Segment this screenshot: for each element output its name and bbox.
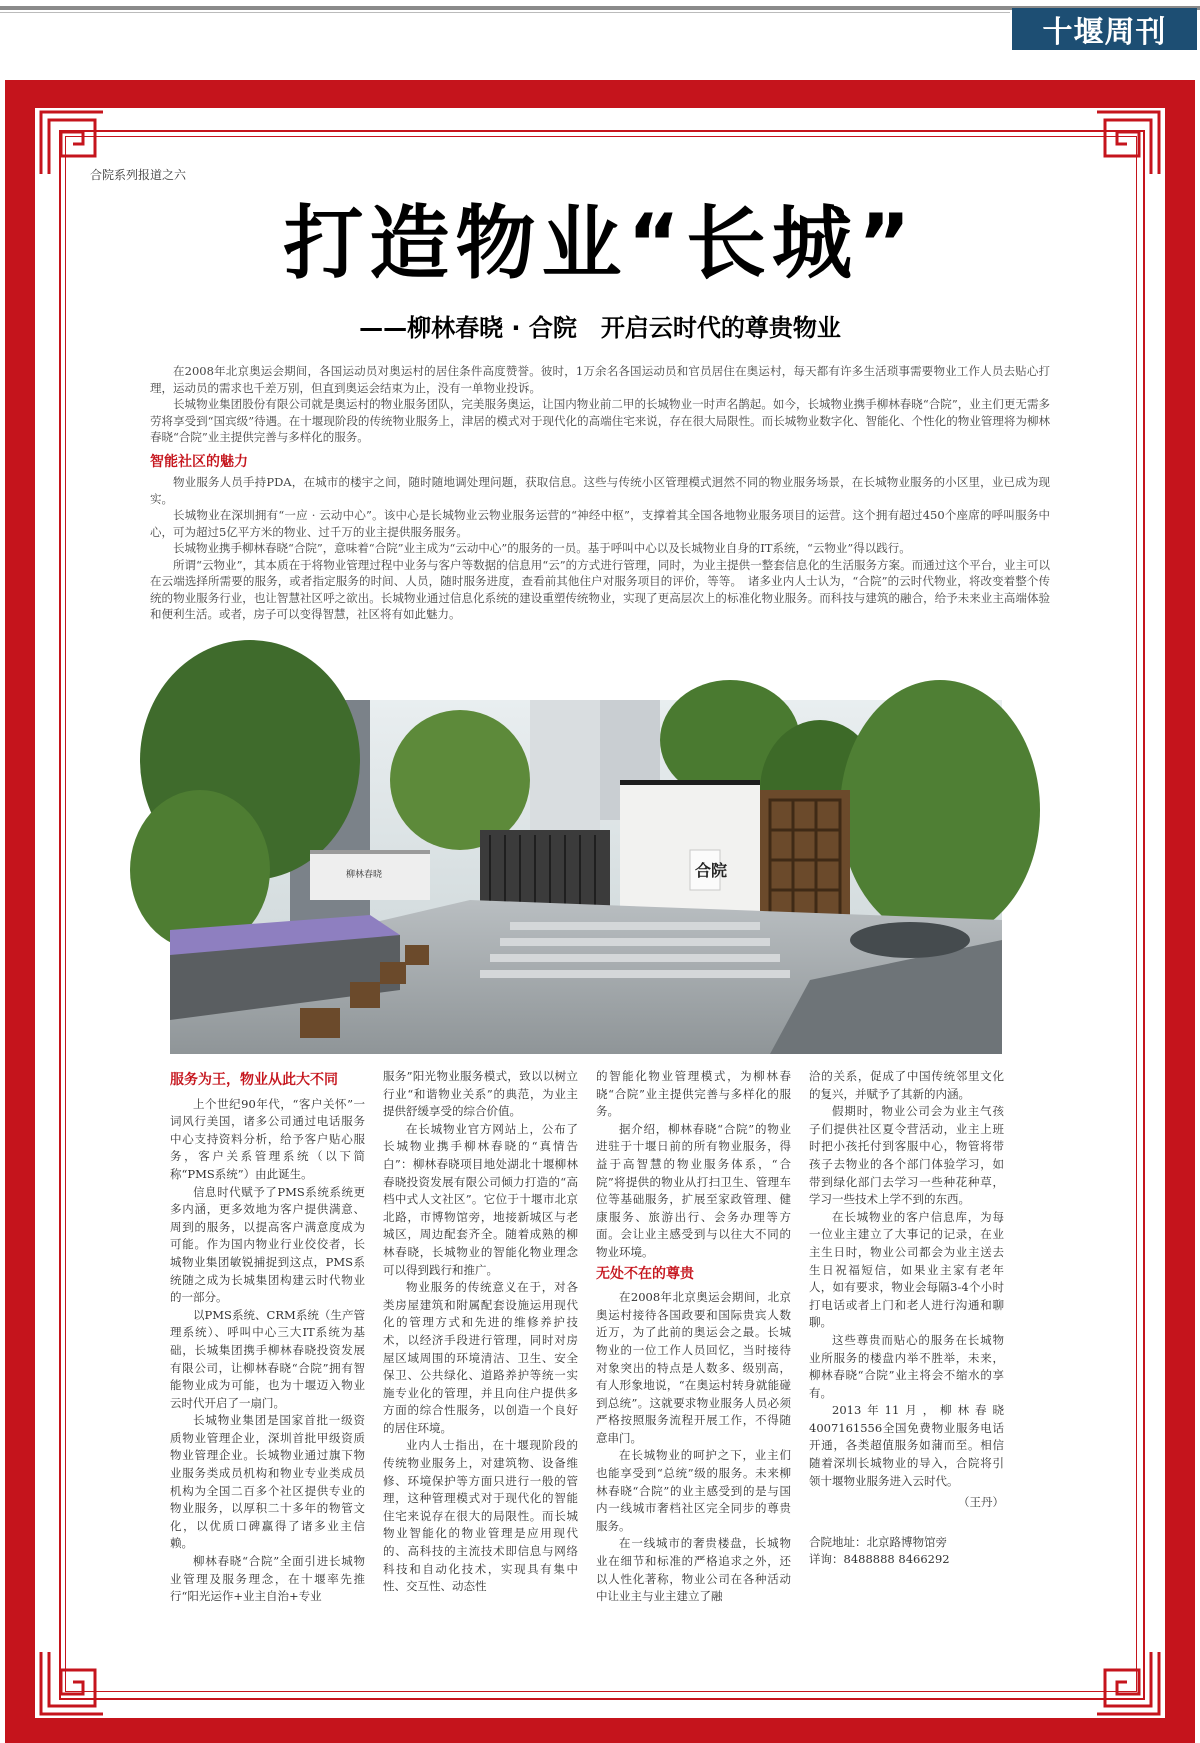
body-paragraph: 在长城物业官方网站上，公布了长城物业携手柳林春晓的“真情告白”：柳林春晓项目地处湖北十堰柳林春晓投资发展有限公司倾力打造的“高档中式人文社区”。它位于十堰市北京北路，市博物馆旁，地接新城区与老城区，周边配套齐全。随着成熟的柳林春晓，长城物业的智能化物业理念可以得到践行和推广。 (383, 1121, 578, 1277)
lead-paragraph: 在2008年北京奥运会期间，各国运动员对奥运村的居住条件高度赞誉。彼时，1万余名各国运动员和官员居住在奥运村，每天都有许多生活琐事需要物业工作人员去贴心打理，运动员的需求也千差万别，但直到奥运会结束为止，没有一单物业投诉。 (150, 364, 1050, 395)
body-paragraph: 的智能化物业管理模式，为柳林春晓“合院”业主提供完善与多样化的服务。 (596, 1069, 791, 1119)
body-paragraph: 业内人士指出，在十堰现阶段的传统物业服务上，对建筑物、设备维修、环境保护等方面只进行一般的管理，这种管理模式对于现代化的智能住宅来说存在很大的局限性。而长城物业智能化的物业管理是应用现代的、高科技的主流技术即信息与网络科技和自动化技术，实现具有集中性、交互性、动态性 (383, 1438, 578, 1594)
section-heading: 无处不在的尊贵 (596, 1265, 694, 1282)
body-paragraph: 服务”阳光物业服务模式，致以以树立行业“和谐物业关系”的典范，为业主提供舒缓享受的综合价值。 (383, 1069, 578, 1119)
body-paragraph: 信息时代赋予了PMS系统系统更多内涵，更多效地为客户提供满意、周到的服务，以提高客户满意度成为可能。作为国内物业行业佼佼者，长城物业集团敏锐捕捉到这点，PMS系统随之成为长城集团构建云时代物业的一部分。 (170, 1184, 365, 1305)
top-rule-thin (0, 12, 1010, 13)
photo-wall-text: 柳林春晓 (346, 870, 383, 880)
red-frame (5, 80, 1195, 1743)
photo-sign-text: 合院 (695, 861, 728, 880)
body-paragraph: 所谓“云物业”，其本质在于将物业管理过程中业务与客户等数据的信息用“云”的方式进行管理，同时，为业主提供一整套信息化的生活服务方案。而通过这个平台，业主可以在云端选择所需要的服务，或者指定服务的时间、人员，随时服务进度，查看前其他住户对服务项目的评价，等等。 诸多业内人士认为，“合院”的云时代物业，将改变着整个传统的物业服务行业，也让智慧社区呼之欲出。长城物业通过信息化系统的建设重塑传统物业，实现了更高层次上的标准化物业服务。而科技与建筑的融合，给予未来业主高端体验和便利生活。或者，房子可以变得智慧，社区将有如此魅力。 (150, 557, 1050, 621)
body-paragraph: 在长城物业的客户信息库，为每一位业主建立了大事记的记录，在业主生日时，物业公司都会为业主送去生日祝福短信，如果业主家有老年人，如有要求，物业会每隔3-4个小时打电话或者上门和老人进行沟通和聊聊。 (809, 1209, 1004, 1330)
body-paragraph: 长城物业携手柳林春晓“合院”，意味着“合院”业主成为“云动中心”的服务的一员。基于呼叫中心以及长城物业自身的IT系统，“云物业”得以践行。 (173, 541, 911, 555)
body-paragraph: 2013年11月，柳林春晓4007161556全国免费物业服务电话开通，各类超值服务如蒲而至。相信随着深圳长城物业的导入，合院将引领十堰物业服务进入云时代。 (809, 1403, 1004, 1488)
body-paragraph: 在长城物业的呵护之下，业主们也能享受到“总统”级的服务。未来柳林春晓“合院”的业主感受到的是与国内一线城市奢档社区完全同步的尊贵服务。 (596, 1448, 791, 1533)
text-column (383, 1068, 578, 1594)
section-heading: 服务为王，物业从此大不同 (170, 1072, 338, 1088)
address-line: 合院地址：北京路博物馆旁 (809, 1534, 947, 1549)
body-paragraph: 柳林春晓“合院”全面引进长城物业管理及服务理念，在十堰率先推行“阳光运作+业主自治+专业 (170, 1554, 365, 1604)
body-paragraph: 上个世纪90年代，“客户关怀”一词风行美国，诸多公司通过电话服务中心支持资料分析，给予客户贴心服务，客户关系管理系统（以下简称“PMS系统”）由此诞生。 (170, 1096, 365, 1181)
subheadline: ——柳林春晓 · 合院 开启云时代的尊贵物业 (359, 314, 841, 342)
body-paragraph: 长城物业集团是国家首批一级资质物业管理企业，深圳首批甲级资质物业管理企业。长城物业通过旗下物业服务类成员机构和物业专业类成员机构为全国二百多个社区提供专业的物业服务，以厚积二十多年的物管文化，以优质口碑赢得了诸多业主信赖。 (170, 1413, 365, 1551)
body-paragraph: 洽的关系，促成了中国传统邻里文化的复兴，并赋予了其新的内涵。 (809, 1069, 1004, 1101)
text-column (809, 1068, 1004, 1588)
lead-paragraph: 长城物业集团股份有限公司就是奥运村的物业服务团队，完美服务奥运，让国内物业前二甲的长城物业一时声名鹊起。如今，长城物业携手柳林春晓“合院”，业主们更无需多劳将享受到“国宾级”待遇。在十堰现阶段的传统物业服务上，津居的模式对于现代化的高端住宅来说，存在很大局限性。而长城物业数字化、智能化、个性化的物业管理将为柳林春晓“合院”业主提供完善与多样化的服务。 (150, 397, 1050, 444)
body-paragraph: 假期时，物业公司会为业主气孩子们提供社区夏令营活动，业主上班时把小孩托付到客服中心，物管将带孩子去物业的各个部门体验学习，如带到绿化部门去学习一些种花种草，学习一些技术上学不到的东西。 (809, 1104, 1004, 1207)
body-columns (170, 1068, 1006, 1604)
byline: （王丹） (958, 1495, 1004, 1510)
courtyard-photo (170, 700, 1002, 1054)
article (90, 158, 1110, 1668)
text-column (170, 1068, 365, 1604)
section-title: 智能社区的魅力 (150, 453, 248, 470)
body-paragraph: 这些尊贵而贴心的服务在长城物业所服务的楼盘内举不胜举，未来，柳林春晓“合院”业主将会不缩水的享有。 (809, 1332, 1004, 1400)
phone-line: 详询：8488888 8466292 (809, 1552, 950, 1567)
courtyard-illustration (170, 700, 1002, 1054)
series-label: 合院系列报道之六 (90, 168, 187, 182)
page-panel (35, 108, 1165, 1718)
masthead: 十堰周刊 (1012, 8, 1197, 50)
text-column (596, 1068, 791, 1604)
lead-block (150, 363, 1050, 623)
body-paragraph: 在2008年北京奥运会期间，北京奥运村接待各国政要和国际贵宾人数近万，为了此前的奥运会之最。长城物业的一位工作人员回忆，当时接待对象突出的特点是人数多、级别高，有人形象地说，“在奥运村转身就能碰到总统”。这就要求物业服务人员必须严格按照服务流程开展工作，不得随意串门。 (596, 1290, 791, 1445)
body-paragraph: 据介绍，柳林春晓“合院”的物业进驻于十堰日前的所有物业服务，得益于高智慧的物业服务体系，“合院”将提供的物业从打扫卫生、管理车位等基础服务，扩展至家政管理、健康服务、旅游出行、会务办理等方面。会让业主感受到与以往大不同的物业环境。 (596, 1121, 791, 1259)
body-paragraph: 物业服务人员手持PDA，在城市的楼宇之间，随时随地调处理问题，获取信息。这些与传统小区管理模式迥然不同的物业服务场景，在长城物业服务的小区里，业已成为现实。 (150, 475, 1050, 506)
headline: 打造物业“长城” (283, 197, 917, 290)
body-paragraph: 物业服务的传统意义在于，对各类房屋建筑和附属配套设施运用现代化的管理方式和先进的维修养护技术，以经济手段进行管理，同时对房屋区域周围的环境清洁、卫生、安全保卫、公共绿化、道路养护等统一实施专业化的管理，并且向住户提供多方面的综合性服务，以创造一个良好的居住环境。 (383, 1280, 578, 1435)
body-paragraph: 在一线城市的奢贵楼盘，长城物业在细节和标准的严格追求之外，还以人性化著称，物业公司在各种活动中让业主与业主建立了融 (596, 1536, 791, 1604)
body-paragraph: 以PMS系统、CRM系统（生产管理系统）、呼叫中心三大IT系统为基础，长城集团携手柳林春晓投资发展有限公司，让柳林春晓“合院”拥有智能物业成为可能，也为十堰迈入物业云时代开启了一扇门。 (170, 1307, 365, 1410)
body-paragraph: 长城物业在深圳拥有“一应 · 云动中心”。该中心是长城物业云物业服务运营的“神经中枢”，支撑着其全国各地物业服务项目的运营。这个拥有超过450个座席的呼叫服务中心，可为超过5亿平方米的物业、过千万的业主提供服务服务。 (150, 508, 1050, 539)
